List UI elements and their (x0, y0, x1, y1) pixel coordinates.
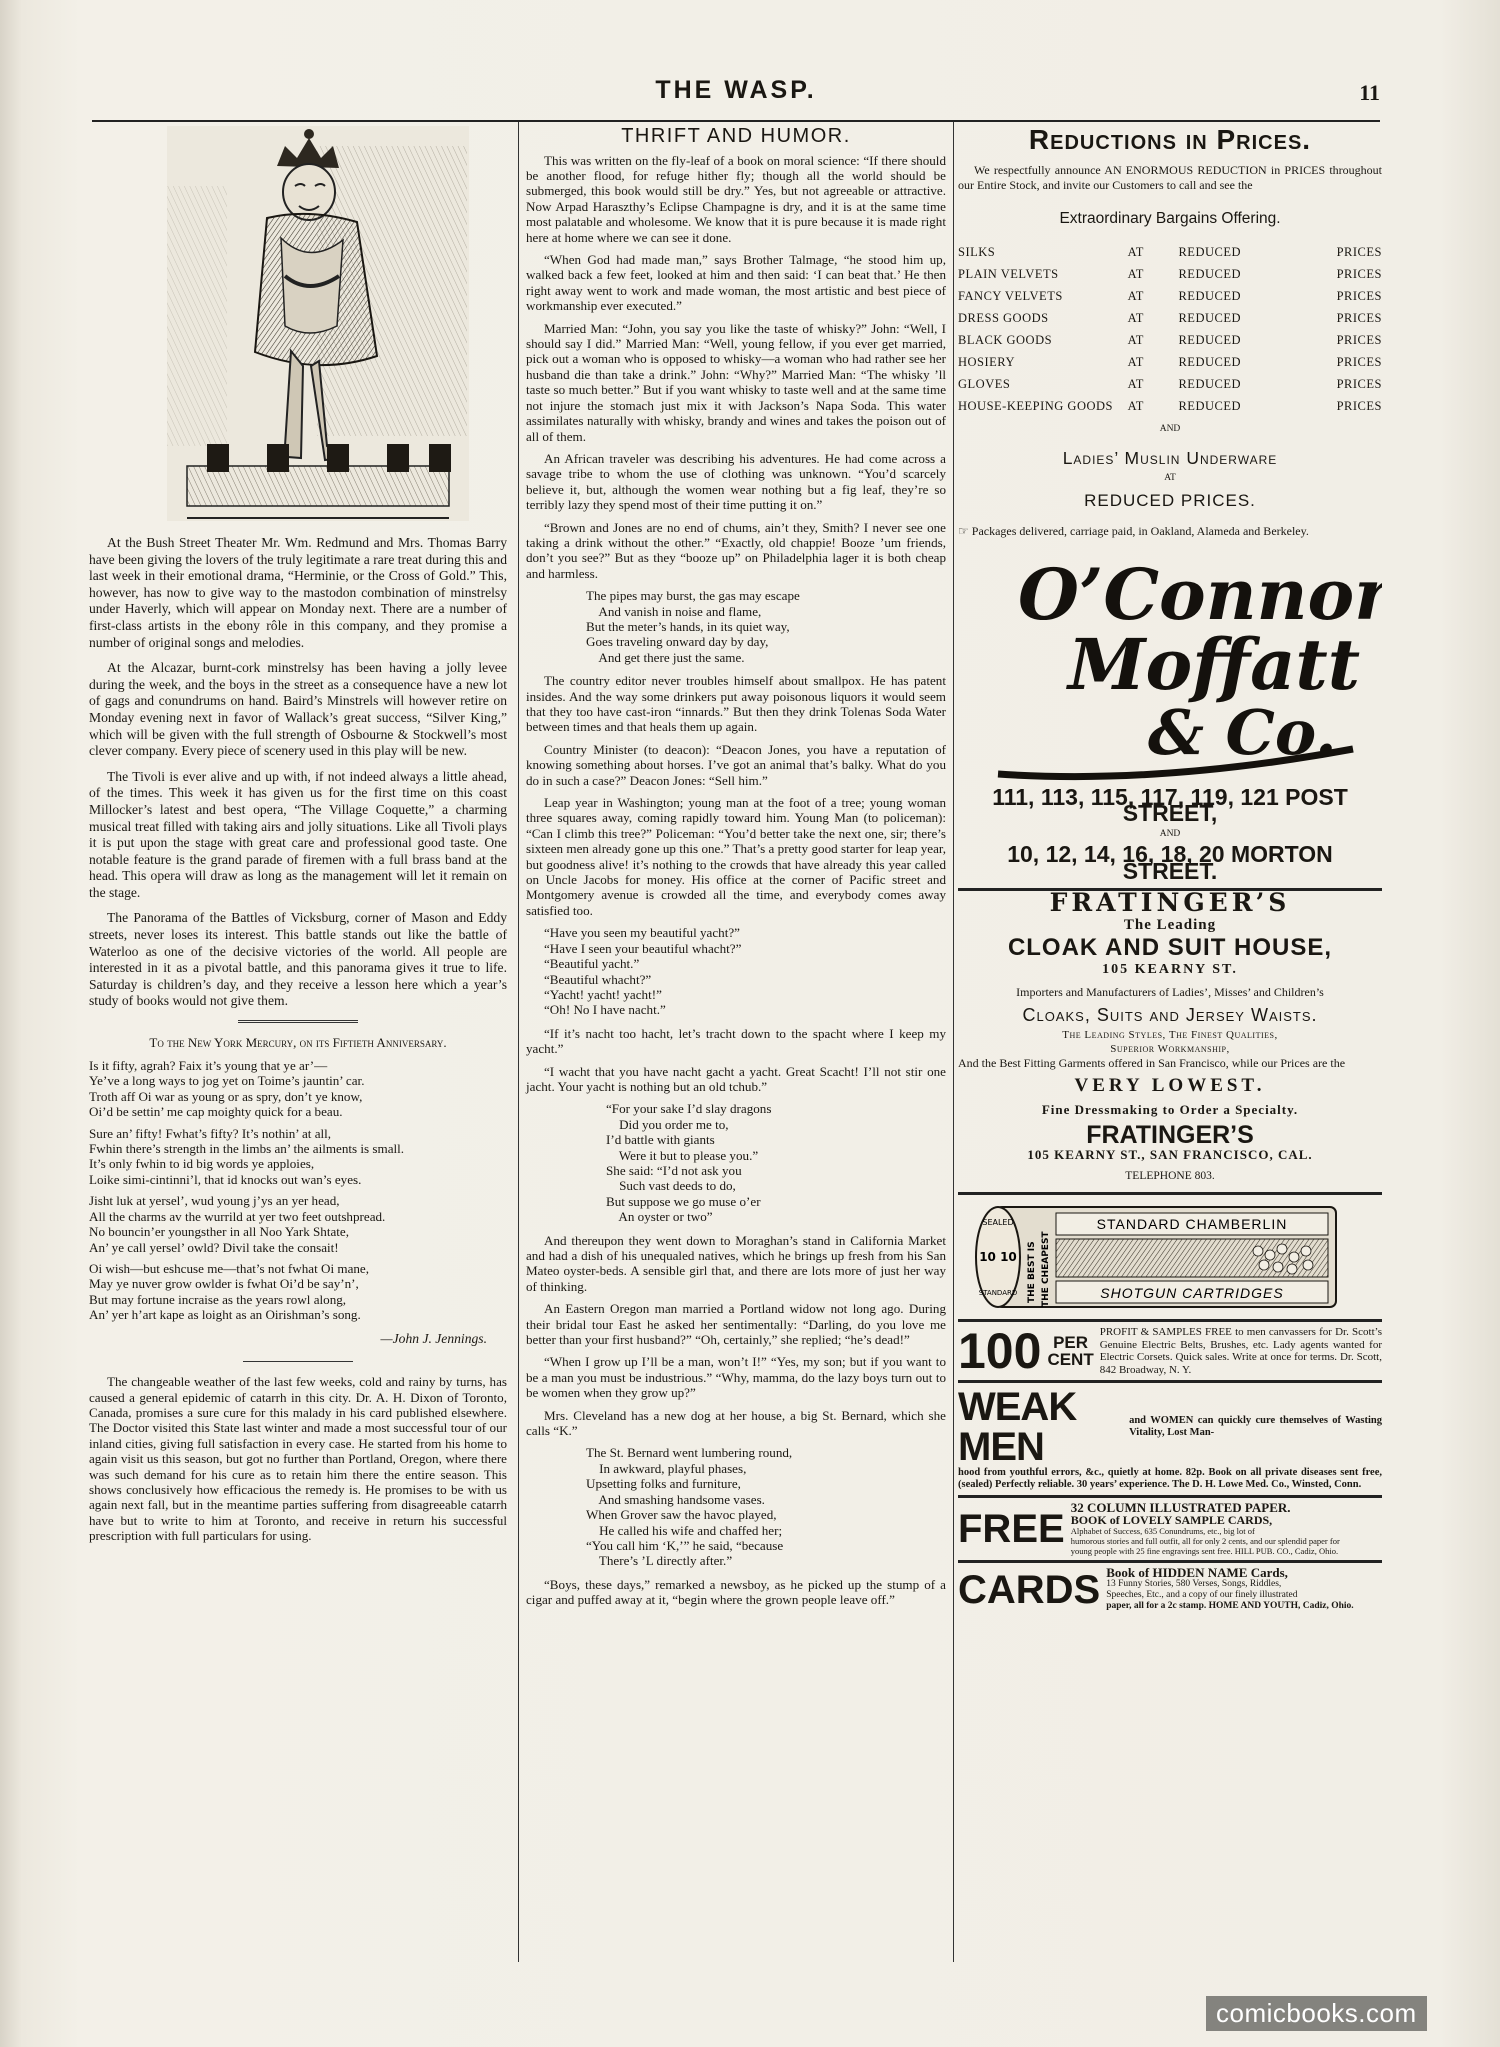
price-cell: HOSIERY (958, 354, 1015, 369)
cleveland-paragraph: Mrs. Cleveland has a new dog at her house, a big St. Bernard, which she calls “K.” (526, 1407, 946, 1439)
fratinger-telephone: TELEPHONE 803. (1125, 1169, 1215, 1182)
dragons-poem (606, 1101, 946, 1224)
price-cell: REDUCED (1178, 354, 1241, 369)
reduced-prices: REDUCED PRICES. (1084, 490, 1256, 510)
price-cell: REDUCED (1178, 310, 1241, 325)
meter-poem-line: Goes traveling onward day by day, (586, 634, 769, 650)
scott-text: PROFIT & SAMPLES FREE to men canvassers for Dr. Scott’s Genuine Electric Belts, Brushes, etc. Lady agents wanted for Electric Corsets. Quick sales. Write at once for terms. Dr. Scott, 842 Broadway, N. Y. (1099, 1326, 1382, 1376)
section-divider (238, 1020, 358, 1025)
watermark: comicbooks.com (1206, 1996, 1427, 2031)
st-bernard-poem (586, 1445, 946, 1568)
st-bernard-poem-line: Upsetting folks and furniture, (586, 1476, 741, 1492)
oyster-paragraph: And thereupon they went down to Moraghan’s stand in California Market and had a dish of his unequaled natives, which he brings up fresh from his San Mateo oyster-beds. A sensible girl that, and there are lots more of just her way of thinking. (526, 1232, 946, 1294)
fly-leaf-paragraph: This was written on the fly-leaf of a book on moral science: “If there should be another flood, for refuge hither fly; though all the world should be submerged, this book would still be dry.” Yes, but not agreeable or attractive. Now Arpad Haraszthy’s Eclipse Champagne is dry, and it is at the same time most palatable and wholesome. We know that it is pure because it is made right here at home where we can see it done. (526, 152, 946, 245)
fratinger-name: FRATINGER’S (1086, 1120, 1254, 1149)
leap-year-paragraph: Leap year in Washington; young man at the foot of a tree; young woman three squares away, coming rapidly toward him. Young Man (to policeman): “Can I climb this tree?” Policeman: “You’d better take the next one, sir; there’s sixteen men already gone up this one.” That’s a pretty good starter for leap year, but goodness alive! it’s nothing to the crowds that have already this year called on Uncle Jacobs for money. His office at the corner of Pacific street and Montgomery avenue is crowded all the time, and everybody comes away satisfied too. (526, 795, 946, 918)
free-text (1071, 1502, 1340, 1556)
weak-men-title: WEAK MEN (958, 1385, 1077, 1470)
column-thrift-humor (526, 126, 946, 1615)
poem-signature: —John J. Jennings. (380, 1330, 487, 1346)
logo-line-2: Moffatt (1068, 622, 1361, 706)
price-row (958, 241, 1382, 263)
alcazar-paragraph: At the Alcazar, burnt-cork minstrelsy has been having a jolly levee during the week, and the boys in the street as a consequence have a new lot of gags and conundrums on hand. Baird’s Minstrels will however retire on Monday evening next in favor of Wallack’s great success, “Silver King,” which will be given with the full strength of Osbourne & Stockwell’s most clever company. Every piece of scenery used in this play will be new. (89, 660, 507, 759)
poem-title: To the New York Mercury, on its Fiftieth Anniversary. (149, 1035, 447, 1051)
price-cell: AT (1127, 244, 1144, 259)
column-theater (89, 126, 507, 1551)
yacht-dialogue-line: “Beautiful yacht.” (544, 956, 640, 972)
irish-poem-line: Sure an’ fifty! Fwhat’s fifty? It’s nothin’ at all, (89, 1125, 332, 1141)
dragons-poem-line: Such vast deeds to do, (606, 1178, 736, 1194)
masthead (92, 76, 1380, 112)
ad-divider-4 (958, 1380, 1382, 1383)
cent-text: CENT (1047, 1350, 1094, 1370)
price-cell: REDUCED (1178, 266, 1241, 281)
african-traveler-paragraph: An African traveler was describing his adventures. He had come across a savage tribe to whom the use of clothing was unknown. “You’d scarcely believe it, but, although the women wear nothing but a fig leaf, they’re so terribly lazy they spend most of their time putting it on.” (526, 450, 946, 513)
cartridge-ad (958, 1203, 1382, 1311)
price-cell: REDUCED (1178, 376, 1241, 391)
price-cell: AT (1127, 398, 1144, 413)
cards-line-2: 13 Funny Stories, 580 Verses, Songs, Riddles, (1106, 1579, 1282, 1590)
price-row (958, 373, 1382, 395)
irish-poem-line: An’ yer h’art kape as loight as an Oirishman’s song. (89, 1307, 361, 1323)
price-cell: REDUCED (1178, 244, 1241, 259)
and-divider: AND (1159, 424, 1181, 435)
cartridge-illustration (958, 1203, 1382, 1311)
price-cell: PRICES (1336, 376, 1382, 391)
logo-line-3: & Co. (1148, 695, 1337, 769)
price-cell: AT (1127, 266, 1144, 281)
cards-text (1106, 1567, 1353, 1612)
st-bernard-poem-line: When Grover saw the havoc played, (586, 1507, 777, 1523)
price-row (958, 329, 1382, 351)
dragons-poem-line: But suppose we go muse o’er (606, 1193, 761, 1209)
side-text-1: THE BEST IS (1027, 1241, 1037, 1304)
dragons-poem-line: “For your sake I’d slay dragons (606, 1101, 772, 1117)
fratinger-lowest: VERY LOWEST. (1074, 1074, 1266, 1096)
irish-poem-line: All the charms av the wurrild at yer two feet outshpread. (89, 1208, 386, 1224)
fratinger-address: 105 KEARNY ST., SAN FRANCISCO, CAL. (1027, 1147, 1313, 1163)
meter-poem-line: But the meter’s hands, in its quiet way, (586, 618, 790, 634)
free-title: FREE (958, 1507, 1065, 1552)
column-divider-1 (518, 122, 519, 1962)
price-row (958, 285, 1382, 307)
masthead-rule (92, 120, 1380, 122)
irish-poem-line: Is it fifty, agrah? Faix it’s young that ye ar’— (89, 1058, 328, 1074)
fratinger-leading: The Leading (1123, 917, 1217, 934)
post-street-address: 111, 113, 115, 117, 119, 121 POST STREET, (992, 783, 1348, 827)
irish-poem-line: Oi wish—but eshcuse me—that’s not fwhat Oi mane, (89, 1260, 370, 1276)
price-row (958, 263, 1382, 285)
price-cell: REDUCED (1178, 332, 1241, 347)
talmage-paragraph: “When God had made man,” says Brother Talmage, “he stood him up, walked back a few feet, looked at him and then said: ‘I can beat that.’ He then right away went to work and made woman, the most artistic and best piece of workmanship ever executed.” (526, 252, 946, 314)
price-cell: PRICES (1336, 288, 1382, 303)
dragons-poem-line: Did you order me to, (606, 1116, 729, 1132)
weak-men-ad (958, 1387, 1382, 1491)
irish-poem-line: It’s only fwhin to id big words ye apploies, (89, 1156, 315, 1172)
price-cell: REDUCED (1178, 398, 1241, 413)
married-man-paragraph: Married Man: “John, you say you like the taste of whisky?” John: “Well, I should say I did.” Married Man: “Well, young fellow, if you ever get married, pick out a woman who is opposed to whisky—a woman who had rather see her husband die than take a drink.” John: “Why?” Married Man: “The whisky ’ll taste so much better.” But if you want whisky to taste well and at the same time not injure the stomach just mix it with Jackson’s Napa Soda. This water assimilates naturally with whisky, brandy and wines and takes the poison out of all of them. (526, 320, 946, 444)
irish-poem-line: Oi’d be settin’ me cap moighty quick for a beau. (89, 1104, 343, 1120)
price-cell: PLAIN VELVETS (958, 266, 1059, 281)
and-divider-2: AND (1159, 828, 1181, 839)
price-cell: PRICES (1336, 398, 1382, 413)
yacht-dialogue-line: “Beautiful whacht?” (544, 971, 652, 987)
weak-men-text-1: and WOMEN can quickly cure themselves of Wasting Vitality, Lost Man- (1129, 1415, 1382, 1439)
st-bernard-poem-line: The St. Bernard went lumbering round, (586, 1445, 793, 1461)
per-text: PER (1053, 1333, 1089, 1353)
st-bernard-poem-line: And smashing handsome vases. (586, 1491, 765, 1507)
irish-poem-line: But may fortune incraise as the years rowl along, (89, 1291, 347, 1307)
price-row (958, 351, 1382, 373)
seal-bot-text: STANDARD (978, 1289, 1018, 1298)
price-cell: AT (1127, 288, 1144, 303)
ad-divider-5 (958, 1495, 1382, 1498)
scott-per-cent (1047, 1334, 1093, 1368)
masthead-title: THE WASP. (655, 76, 817, 104)
st-bernard-poem-line: “You call him ‘K,’” he said, “because (586, 1537, 784, 1553)
price-cell: REDUCED (1178, 288, 1241, 303)
ladies-heading: Ladies’ Muslin Underware (1062, 447, 1278, 468)
catarrh-paragraph: The changeable weather of the last few weeks, cold and rainy by turns, has caused a general epidemic of catarrh in this city. Dr. A. H. Dixon of Toronto, Canada, promises a sure cure for this malady in his card published elsewhere. The Doctor visited this State last winter and made a most successful tour of our inland cities, giving full satisfaction in every case. He started from his home to again visit us this season, but got no further than Portland, Oregon, where there was such demand for his cure as to retain him there the entire season. This shows conclusively how efficacious the remedy is. He promises to be with us again next fall, but in the meantime parties suffering from disagreeable catarrh have but to write to him at Toronto, and receive in return his successful prescription with full particulars for using. (89, 1374, 507, 1544)
price-cell: BLACK GOODS (958, 332, 1053, 347)
price-cell: PRICES (1336, 244, 1382, 259)
delivery-text: Packages delivered, carriage paid, in Oakland, Alameda and Berkeley. (971, 523, 1309, 538)
engraving-illustration (167, 126, 469, 521)
irish-poem-line: Troth aff Oi war as young or as spry, don’t ye know, (89, 1088, 363, 1104)
scott-100: 100 (958, 1323, 1042, 1380)
meter-poem-line: The pipes may burst, the gas may escape (586, 588, 800, 604)
column-advertisements (958, 126, 1382, 1612)
panorama-paragraph: The Panorama of the Battles of Vicksburg, corner of Mason and Eddy streets, never loses its interest. This battle stands out like the battle of Waterloo as one of the decisive victories of the world. All people are interested in it as a pivotal battle, and this panorama gives it true to life. Saturday is children’s day, and they receive a lesson here which a year’s study of books would not give them. (89, 910, 507, 1009)
dragons-poem-line: I’d battle with giants (606, 1132, 715, 1148)
cartridge-brand: STANDARD CHAMBERLIN (1096, 1216, 1288, 1233)
price-cell: FANCY VELVETS (958, 288, 1063, 303)
script-logo (958, 549, 1382, 789)
logo-line-1: O’Connor, (1018, 552, 1382, 636)
oconnor-moffatt-logo (958, 549, 1382, 789)
country-minister-paragraph: Country Minister (to deacon): “Deacon Jones, you have a reputation of knowing something about horses. I’ve got an animal that’s balky. What do you do in such a case?” Deacon Jones: “Sell him.” (526, 741, 946, 788)
price-cell: PRICES (1336, 354, 1382, 369)
meter-poem-line: And get there just the same. (586, 649, 745, 665)
grow-up-paragraph: “When I grow up I’ll be a man, won’t I!” “Yes, my son; but if you want to be a man you must be industrious.” “Why, mamma, do the lazy boys turn out to be women when they grow up?” (526, 1354, 946, 1401)
yacht-paragraph-1: “If it’s nacht too hacht, let’s tracht down to the spacht where I keep my yacht.” (526, 1025, 946, 1057)
price-cell: AT (1127, 332, 1144, 347)
bargains-heading: Extraordinary Bargains Offering. (1059, 209, 1281, 227)
cartridge-product: SHOTGUN CARTRIDGES (1100, 1285, 1284, 1302)
side-text-2: THE CHEAPEST (1041, 1231, 1051, 1308)
irish-poem-line: Fwhin there’s strength in the limbs an’ the ailments is small. (89, 1141, 405, 1157)
fratinger-importers: Importers and Manufacturers of Ladies’, Misses’ and Children’s (1016, 984, 1324, 999)
free-line-3: Alphabet of Success, 635 Conundrums, etc., big lot of (1070, 1526, 1255, 1537)
cards-line-4: paper, all for a 2c stamp. HOME AND YOUTH, Cadiz, Ohio. (1106, 1601, 1354, 1612)
irish-poem-line: Jisht luk at yersel’, wud young j’ys an yer head, (89, 1193, 340, 1209)
price-cell: PRICES (1336, 266, 1382, 281)
yacht-dialogue-line: “Oh! No I have nacht.” (544, 1002, 666, 1018)
irish-poem-line: Ye’ve a long ways to jog yet on Toime’s jauntin’ car. (89, 1073, 365, 1089)
irish-poem-line: An’ ye call yersel’ owld? Divil take the consait! (89, 1239, 339, 1255)
dragons-poem-line: She said: “I’d not ask you (606, 1162, 742, 1178)
price-cell: DRESS GOODS (958, 310, 1049, 325)
dragons-poem-line: An oyster or two” (606, 1209, 713, 1225)
fratinger-styles-1: The Leading Styles, The Finest Qualities, (1062, 1028, 1278, 1041)
country-editor-paragraph: The country editor never troubles himself about smallpox. He has patent insides. And the way some drinkers put away poisonous liquors it would seem that they too have cast-iron “innards.” But then they drink Tolenas Soda Water between times and that heals them up again. (526, 673, 946, 735)
reductions-title: Reductions in Prices. (1028, 124, 1312, 155)
free-line-2: BOOK of LOVELY SAMPLE CARDS, (1070, 1513, 1273, 1528)
st-bernard-poem-line: There’s ’L directly after.” (586, 1553, 733, 1569)
cards-title: CARDS (958, 1567, 1101, 1612)
seal-mid-text: 10 10 (979, 1250, 1017, 1265)
dragons-poem-line: Were it but to please you.” (606, 1147, 759, 1163)
morton-street-address: 10, 12, 14, 16, 18, 20 MORTON STREET. (1007, 841, 1333, 884)
price-cell: PRICES (1336, 332, 1382, 347)
fratinger-street: 105 KEARNY ST. (1102, 962, 1238, 978)
st-bernard-poem-line: He called his wife and chaffed her; (586, 1522, 783, 1538)
meter-poem (586, 588, 946, 665)
yacht-dialogue-line: “Have I seen your beautiful whacht?” (544, 940, 742, 956)
yacht-dialogue (544, 925, 946, 1017)
price-cell: AT (1127, 310, 1144, 325)
seal-top-text: SEALED (982, 1218, 1014, 1228)
engraving-figure (167, 126, 469, 521)
price-table (958, 241, 1382, 417)
yacht-dialogue-line: “Yacht! yacht! yacht!” (544, 986, 662, 1002)
price-cell: GLOVES (958, 376, 1011, 391)
fratinger-cloak: CLOAK AND SUIT HOUSE, (1007, 933, 1333, 961)
price-cell: PRICES (1336, 310, 1382, 325)
fratinger-styles-2: Superior Workmanship, (1110, 1042, 1230, 1055)
cards-ad (958, 1567, 1382, 1612)
reductions-intro: We respectfully announce AN ENORMOUS REDUCTION in PRICES throughout our Entire Stock, and invite our Customers to call and see the (958, 162, 1382, 192)
price-row (958, 307, 1382, 329)
at-divider: AT (1164, 473, 1176, 484)
free-line-4: humorous stories and full outfit, all for only 2 cents, and our splendid paper for (1070, 1536, 1340, 1547)
price-cell: AT (1127, 354, 1144, 369)
ad-divider-3 (958, 1319, 1382, 1322)
bush-street-paragraph: At the Bush Street Theater Mr. Wm. Redmund and Mrs. Thomas Barry have been giving the lovers of the truly legitimate a rare treat during this and last week in their emotional drama, “Herminie, or the Cross of Gold.” This, however, has now to give way to the mastodon combination of minstrelsy under Haverly, which will appear on Monday next. There are a number of first-class artists in the ebony rôle in this company, and they promise a number of original songs and melodies. (89, 535, 507, 650)
free-ad (958, 1502, 1382, 1556)
scott-ad (958, 1323, 1382, 1380)
cards-line-3: Speeches, Etc., and a copy of our finely illustrated (1106, 1590, 1298, 1601)
column-heading: THRIFT AND HUMOR. (621, 125, 851, 147)
price-cell: SILKS (958, 244, 996, 259)
irish-poem-line: Loike simi-cintinni’l, that id knocks out wan’s eyes. (89, 1171, 362, 1187)
fratinger-cloaks-suits: Cloaks, Suits and Jersey Waists. (1022, 1004, 1318, 1025)
ad-divider-2 (958, 1192, 1382, 1195)
st-bernard-poem-line: In awkward, playful phases, (586, 1460, 747, 1476)
irish-poem-line: May ye nuver grow owlder is fwhat Oi’d be say’n’, (89, 1276, 359, 1292)
tivoli-paragraph: The Tivoli is ever alive and up with, if not indeed always a little ahead, of the times. This week it has given us for the first time on this coast Millocker’s latest and best opera, “The Village Coquette,” a charming musical treat filled with taking airs and jolly situations. Like all Tivoli plays it is put upon the stage with great care and professional good taste. One notable feature is the grand parade of firemen with a full brass band at the head. This opera will draw as long as the management will let it remain on the stage. (89, 768, 507, 900)
newsboy-paragraph: “Boys, these days,” remarked a newsboy, as he picked up the stump of a cigar and puffed away at it, “begin where the grown people leave off.” (526, 1576, 946, 1608)
oregon-paragraph: An Eastern Oregon man married a Portland widow not long ago. During their bridal tour East he asked her sentimentally: “Darling, do you love me better than your first husband?” “Oh, certainly,” she replied; “he’s dead!” (526, 1301, 946, 1348)
brown-jones-paragraph: “Brown and Jones are no end of chums, ain’t they, Smith? I never see one taking a drink without the other.” “Exactly, old chappie! Booze ’um friends, don’t you see?” But as they “booze up” on Philadelphia lager it is both cheap and harmless. (526, 519, 946, 581)
meter-poem-line: And vanish in noise and flame, (586, 603, 762, 619)
ad-divider-6 (958, 1560, 1382, 1563)
cards-line-1: Book of HIDDEN NAME Cards, (1106, 1565, 1288, 1581)
price-row (958, 395, 1382, 417)
irish-poem (89, 1058, 507, 1323)
irish-poem-line: No bouncin’er youngsther in all Noo Yark Shtate, (89, 1224, 350, 1240)
fratinger-best-fitting: And the Best Fitting Garments offered in San Francisco, while our Prices are the (958, 1055, 1346, 1070)
fratinger-dressmaking: Fine Dressmaking to Order a Specialty. (1041, 1102, 1299, 1118)
weak-men-text-2: hood from youthful errors, &c., quietly at home. 82p. Book on all private diseases sent free, (sealed) Perfectly reliable. 30 years’ experience. The D. H. Lowe Med. Co., Winsted, Conn. (958, 1467, 1382, 1491)
free-line-5: young people with 25 fine engravings sent free. HILL PUB. CO., Cadiz, Ohio. (1070, 1546, 1339, 1557)
column-divider-2 (953, 122, 954, 1962)
fratinger-title: FRATINGER’S (1049, 887, 1291, 917)
yacht-paragraph-2: “I wacht that you have nacht gacht a yacht. Great Scacht! I’ll not stir one jacht. Your yacht is nothing but an old tchub.” (526, 1063, 946, 1094)
price-cell: AT (1127, 376, 1144, 391)
yacht-dialogue-line: “Have you seen my beautiful yacht?” (544, 925, 740, 941)
section-divider-2 (243, 1361, 353, 1362)
page-number: 11 (1359, 80, 1380, 105)
delivery-note (958, 524, 1382, 539)
price-cell: HOUSE-KEEPING GOODS (958, 398, 1113, 413)
pointing-hand-icon: ☞ (958, 523, 972, 538)
free-line-1: 32 COLUMN ILLUSTRATED PAPER. (1070, 1500, 1291, 1516)
